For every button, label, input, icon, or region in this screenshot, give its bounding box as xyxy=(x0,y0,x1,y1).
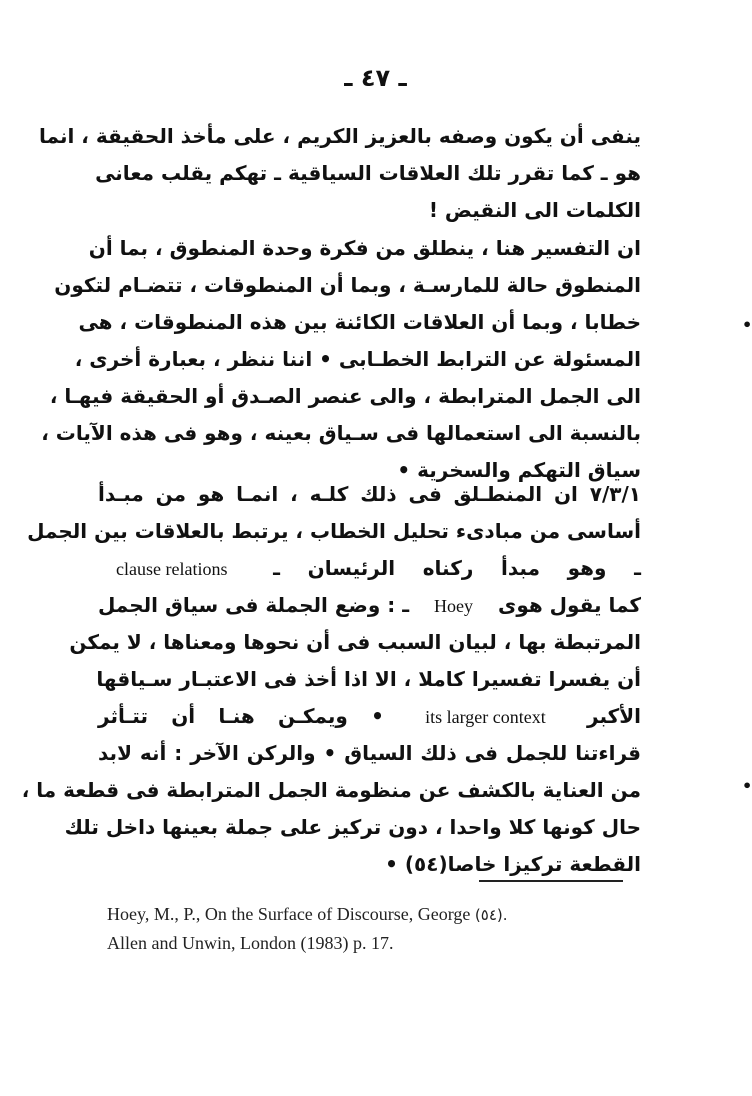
text-line: ٧/٣/١ ان المنطـلق فى ذلك كلـه ، انمـا هو من مبـدأ xyxy=(98,482,641,506)
text-line xyxy=(98,698,641,735)
arabic-segment: • ويمكـن هنـا أن تتـأثر xyxy=(98,704,384,728)
latin-term: its larger context xyxy=(425,707,546,727)
paragraph-3 xyxy=(21,476,641,883)
margin-dot: • xyxy=(742,315,752,334)
page-number: ـ ٤٧ ـ xyxy=(344,64,407,92)
footnote-divider xyxy=(479,880,623,882)
text-line: المسئولة عن الترابط الخطـابى • اننا ننظر ، بعبارة أخرى ، xyxy=(74,347,641,371)
text-line: ينفى أن يكون وصفه بالعزيز الكريم ، على مأخذ الحقيقة ، انما xyxy=(39,124,641,148)
footnote-text: Hoey, M., P., On the Surface of Discourse, George xyxy=(107,904,471,924)
text-line: الكلمات الى النقيض ! xyxy=(428,198,641,222)
text-line: ان التفسير هنا ، ينطلق من فكرة وحدة المنطوق ، بما أن xyxy=(88,236,641,260)
text-line: المنطوق حالة للمارسـة ، وبما أن المنطوقات ، تتضـام لتكون xyxy=(54,273,641,297)
latin-term: Hoey xyxy=(434,596,474,616)
text-line: بالنسبة الى استعمالها فى سـياق بعينه ، وهو فى هذه الآيات ، xyxy=(41,421,641,445)
paragraph-2 xyxy=(41,230,641,489)
footnote-line: Allen and Unwin, London (1983) p. 17. xyxy=(107,933,394,953)
text-line: خطابا ، وبما أن العلاقات الكائنة بين هذه المنطوقات ، هى xyxy=(78,310,641,334)
latin-term: clause relations xyxy=(116,559,228,579)
text-line: أن يفسرا تفسيرا كاملا ، الا اذا أخذ فى الاعتبـار سـياقها xyxy=(96,667,641,691)
text-line: سياق التهكم والسخرية • xyxy=(397,458,641,482)
arabic-segment: الأكبر xyxy=(587,704,641,728)
text-line xyxy=(98,550,641,587)
arabic-segment: ـ : وضع الجملة فى سياق الجمل xyxy=(97,593,410,617)
footnote xyxy=(107,900,667,957)
margin-dot: • xyxy=(742,776,752,795)
text-line: حال كونها كلا واحدا ، دون تركيز على جملة بعينها داخل تلك xyxy=(64,815,641,839)
text-line xyxy=(98,587,641,624)
text-line: من العناية بالكشف عن منظومة الجمل المترابطة فى قطعة ما ، xyxy=(21,778,641,802)
text-line: القطعة تركيزا خاصا(٥٤) • xyxy=(385,852,641,876)
text-line: أساسى من مبادىء تحليل الخطاب ، يرتبط بالعلاقات بين الجمل xyxy=(27,519,641,543)
text-line: المرتبطة بها ، لبيان السبب فى أن نحوها ومعناها ، لا يمكن xyxy=(69,630,641,654)
arabic-segment: كما يقول هوى xyxy=(497,593,641,617)
text-line: الى الجمل المترابطة ، والى عنصر الصـدق أو الحقيقة فيهـا ، xyxy=(49,384,641,408)
footnote-line xyxy=(107,900,667,929)
text-line: قراءتنا للجمل فى ذلك السياق • والركن الآخر : أنه لابد xyxy=(98,741,641,765)
text-line: هو ـ كما تقرر تلك العلاقات السياقية ـ تهكم يقلب معانى xyxy=(95,161,641,185)
footnote-marker: (٥٤). xyxy=(474,906,508,924)
paragraph-1 xyxy=(39,118,641,229)
arabic-segment: ـ وهو مبدأ ركناه الرئيسان ـ xyxy=(273,556,641,580)
